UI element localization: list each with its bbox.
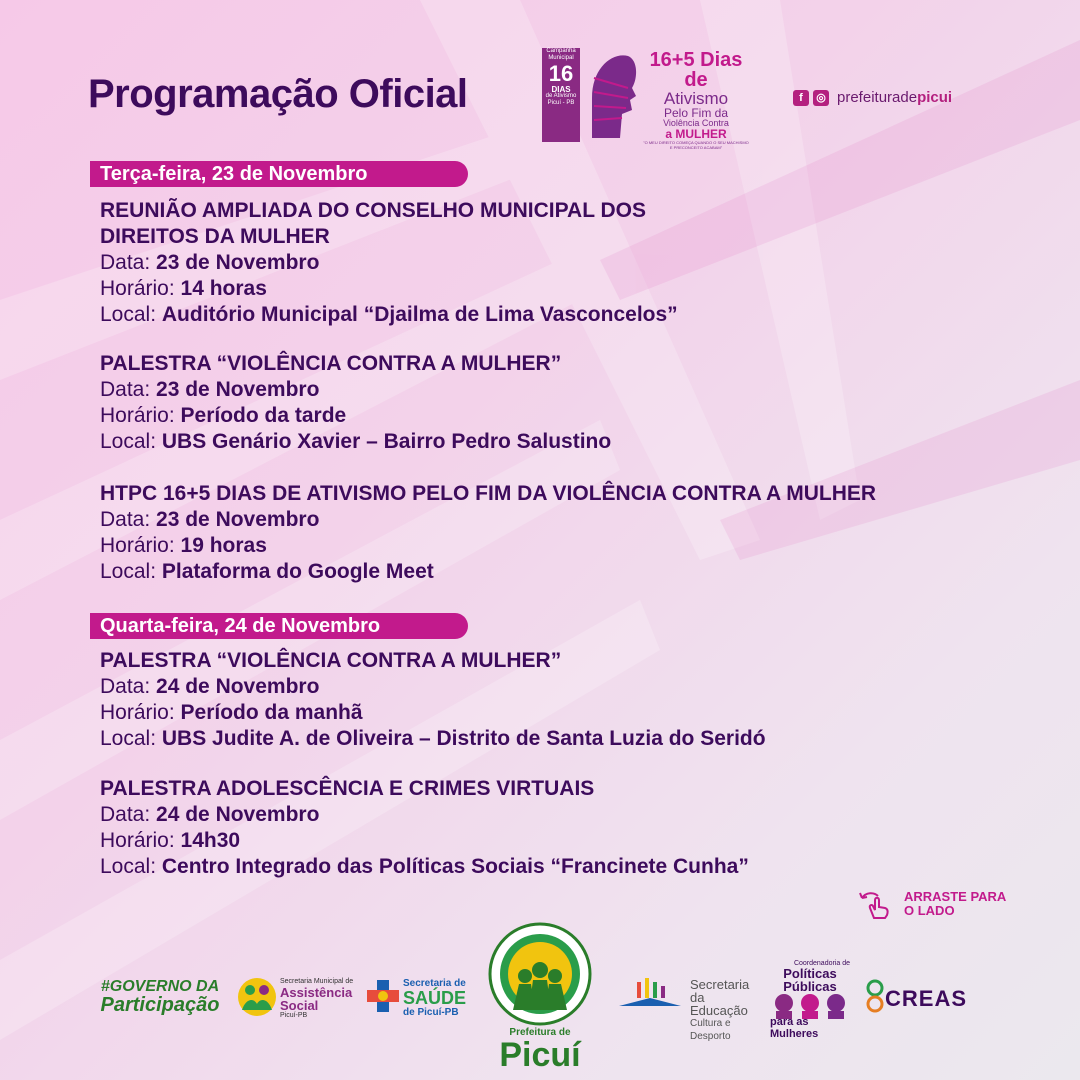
politicas-mulheres-logo: Coordenadoria de Políticas Públicas para as Mulheres bbox=[770, 960, 850, 1040]
educacao-logo: Secretaria da Educação Cultura e Desporto bbox=[615, 976, 765, 1020]
governo-participacao-logo: #GOVERNO DA Participação bbox=[100, 978, 220, 1016]
day-header-wednesday: Quarta-feira, 24 de Novembro bbox=[90, 613, 468, 639]
campaign-line4: Violência Contra bbox=[663, 118, 729, 128]
campaign-text bbox=[642, 50, 750, 150]
educacao-book-icon bbox=[615, 976, 685, 1010]
prefeitura-picui-logo bbox=[485, 922, 595, 1074]
event-location: Local: Auditório Municipal “Djailma de Lima Vasconcelos” bbox=[100, 303, 678, 326]
social-handle-prefix: prefeiturade bbox=[837, 89, 918, 106]
event-date: Data: 23 de Novembro bbox=[100, 508, 320, 531]
facebook-icon[interactable]: f bbox=[793, 90, 809, 106]
saude-cross-icon bbox=[365, 978, 401, 1014]
event-item bbox=[100, 351, 1000, 455]
campaign-badge-dias: DIAS bbox=[551, 85, 571, 94]
event-title: HTPC 16+5 DIAS DE ATIVISMO PELO FIM DA VIOLÊNCIA CONTRA A MULHER bbox=[100, 482, 877, 505]
day-header-tuesday: Terça-feira, 23 de Novembro bbox=[90, 161, 468, 187]
picui-seal-icon bbox=[485, 922, 595, 1026]
event-title: PALESTRA ADOLESCÊNCIA E CRIMES VIRTUAIS bbox=[100, 777, 595, 800]
campaign-line5: a MULHER bbox=[665, 127, 727, 141]
campaign-badge-number: 16 bbox=[548, 61, 574, 86]
campaign-line3: Pelo Fim da bbox=[663, 106, 729, 120]
picui-big-text: Picuí bbox=[499, 1036, 581, 1074]
event-title: PALESTRA “VIOLÊNCIA CONTRA A MULHER” bbox=[100, 352, 562, 375]
swipe-hint-text: ARRASTE PARA O LADO bbox=[904, 889, 1007, 918]
event-time: Horário: Período da manhã bbox=[100, 701, 363, 724]
event-item bbox=[100, 648, 1000, 752]
event-date: Data: 23 de Novembro bbox=[100, 251, 320, 274]
picui-small-text: Prefeitura de bbox=[509, 1027, 571, 1038]
event-date: Data: 24 de Novembro bbox=[100, 675, 320, 698]
campaign-line2: Ativismo bbox=[663, 89, 729, 108]
campaign-badge-top: Campanha Municipal bbox=[546, 48, 576, 61]
assistencia-emblem-icon bbox=[236, 976, 278, 1018]
campaign-line1: 16+5 Dias de bbox=[649, 49, 743, 91]
campaign-logo bbox=[540, 46, 750, 150]
instagram-icon[interactable]: ◎ bbox=[813, 90, 829, 106]
creas-gears-icon bbox=[865, 978, 885, 1014]
event-time: Horário: 14 horas bbox=[100, 277, 267, 300]
event-time: Horário: 19 horas bbox=[100, 534, 267, 557]
event-title: DIREITOS DA MULHER bbox=[100, 225, 330, 248]
social-handle-bold: picui bbox=[917, 89, 953, 106]
social-handle-text[interactable] bbox=[837, 89, 952, 106]
footer-logos bbox=[0, 920, 1080, 1080]
event-location: Local: Centro Integrado das Políticas Sociais “Francinete Cunha” bbox=[100, 855, 749, 878]
swipe-hint[interactable] bbox=[858, 890, 1034, 920]
event-item bbox=[100, 198, 1000, 328]
event-location: Local: UBS Judite A. de Oliveira – Distrito de Santa Luzia do Seridó bbox=[100, 727, 766, 750]
event-title: REUNIÃO AMPLIADA DO CONSELHO MUNICIPAL DOS bbox=[100, 199, 647, 222]
campaign-badge bbox=[542, 48, 580, 142]
assistencia-social-logo: Secretaria Municipal de Assistência Social Picuí-PB bbox=[236, 976, 354, 1020]
event-title: PALESTRA “VIOLÊNCIA CONTRA A MULHER” bbox=[100, 649, 562, 672]
swipe-hand-icon bbox=[858, 890, 894, 920]
campaign-tagline: "O MEU DIREITO COMEÇA QUANDO O SEU MACHISMO E PRECONCEITO ACABAM" bbox=[643, 140, 749, 150]
event-time: Horário: 14h30 bbox=[100, 829, 241, 852]
event-item bbox=[100, 776, 1000, 880]
event-date: Data: 23 de Novembro bbox=[100, 378, 320, 401]
event-location: Local: Plataforma do Google Meet bbox=[100, 560, 434, 583]
social-handle[interactable] bbox=[793, 89, 952, 106]
campaign-badge-sub: de Ativismo Picuí - PB bbox=[545, 93, 577, 106]
saude-logo: Secretaria de SAÚDE de Picuí-PB bbox=[365, 978, 475, 1018]
event-item bbox=[100, 481, 1000, 585]
event-location: Local: UBS Genário Xavier – Bairro Pedro Salustino bbox=[100, 430, 612, 453]
woman-profile-icon bbox=[582, 48, 640, 142]
creas-logo: CREAS bbox=[865, 978, 975, 1018]
page-title: Programação Oficial bbox=[88, 72, 468, 116]
event-date: Data: 24 de Novembro bbox=[100, 803, 320, 826]
event-time: Horário: Período da tarde bbox=[100, 404, 347, 427]
